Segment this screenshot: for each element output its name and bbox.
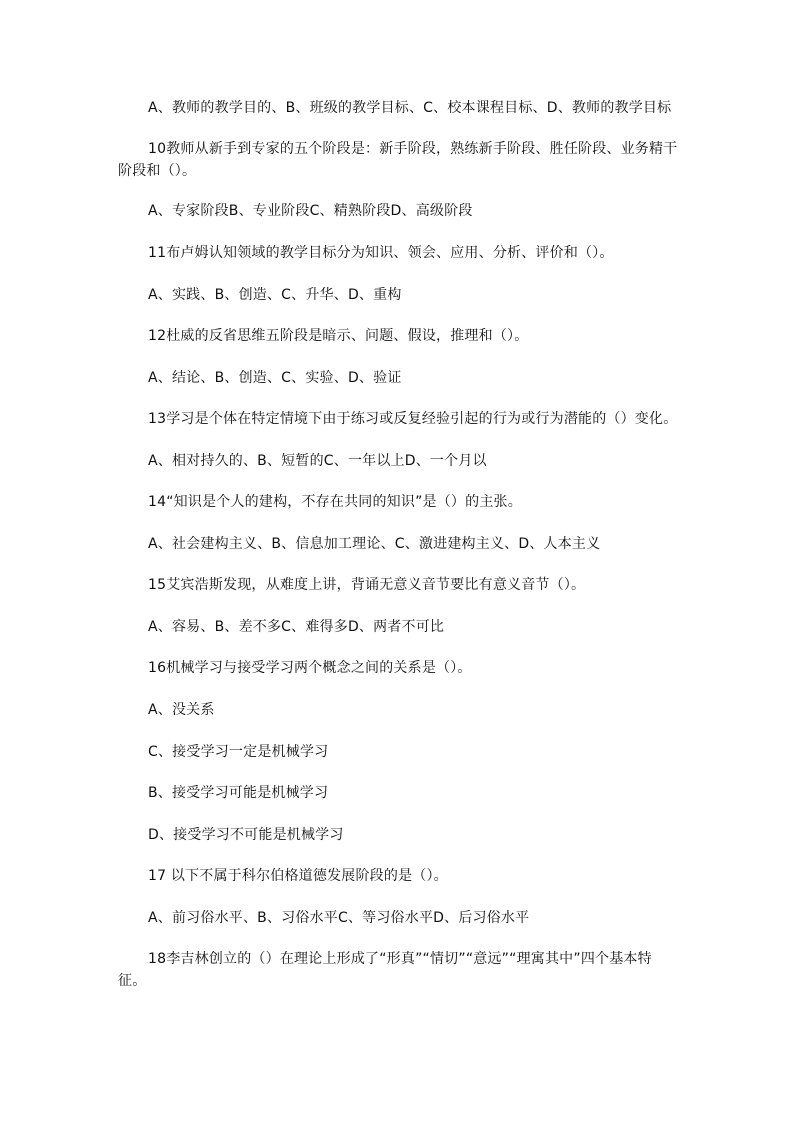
question-11: 11布卢姆认知领域的教学目标分为知识、领会、应用、分析、评价和（）。 — [148, 245, 614, 261]
question-10: 10教师从新手到专家的五个阶段是：新手阶段，熟练新手阶段、胜任阶段、业务精干阶段和（）。 — [118, 141, 678, 179]
answer-options-13: A、相对持久的、B、短暂的C、一年以上D、一个月以 — [148, 453, 487, 469]
answer-option-16-d: D、接受学习不可能是机械学习 — [148, 827, 344, 843]
answer-option-16-a: A、没关系 — [148, 702, 215, 718]
question-18: 18李吉林创立的（）在理论上形成了“形真”“情切”“意远”“理寓其中”四个基本特征。 — [118, 951, 652, 989]
question-15: 15艾宾浩斯发现，从难度上讲，背诵无意义音节要比有意义音节（）。 — [148, 577, 586, 593]
answer-option-16-b: B、接受学习可能是机械学习 — [148, 785, 329, 801]
question-14: 14“知识是个人的建构，不存在共同的知识”是（）的主张。 — [148, 494, 522, 510]
answer-options-11: A、实践、B、创造、C、升华、D、重构 — [148, 287, 402, 303]
answer-option-16-c: C、接受学习一定是机械学习 — [148, 744, 329, 760]
answer-options-14: A、社会建构主义、B、信息加工理论、C、激进建构主义、D、人本主义 — [148, 536, 601, 552]
question-16: 16机械学习与接受学习两个概念之间的关系是（）。 — [148, 660, 472, 676]
answer-options-15: A、容易、B、差不多C、难得多D、两者不可比 — [148, 619, 445, 635]
question-13: 13学习是个体在特定情境下由于练习或反复经验引起的行为或行为潜能的（）变化。 — [148, 411, 678, 427]
question-12: 12杜威的反省思维五阶段是暗示、问题、假设，推理和（）。 — [148, 328, 529, 344]
answer-options-10: A、专家阶段B、专业阶段C、精熟阶段D、高级阶段 — [148, 203, 473, 219]
answer-options-12: A、结论、B、创造、C、实验、D、验证 — [148, 370, 402, 386]
answer-options-17: A、前习俗水平、B、习俗水平C、等习俗水平D、后习俗水平 — [148, 910, 530, 926]
answer-options-9: A、教师的教学目的、B、班级的教学目标、C、校本课程目标、D、教师的教学目标 — [148, 100, 672, 116]
question-17: 17 以下不属于科尔伯格道德发展阶段的是（）。 — [148, 868, 448, 884]
